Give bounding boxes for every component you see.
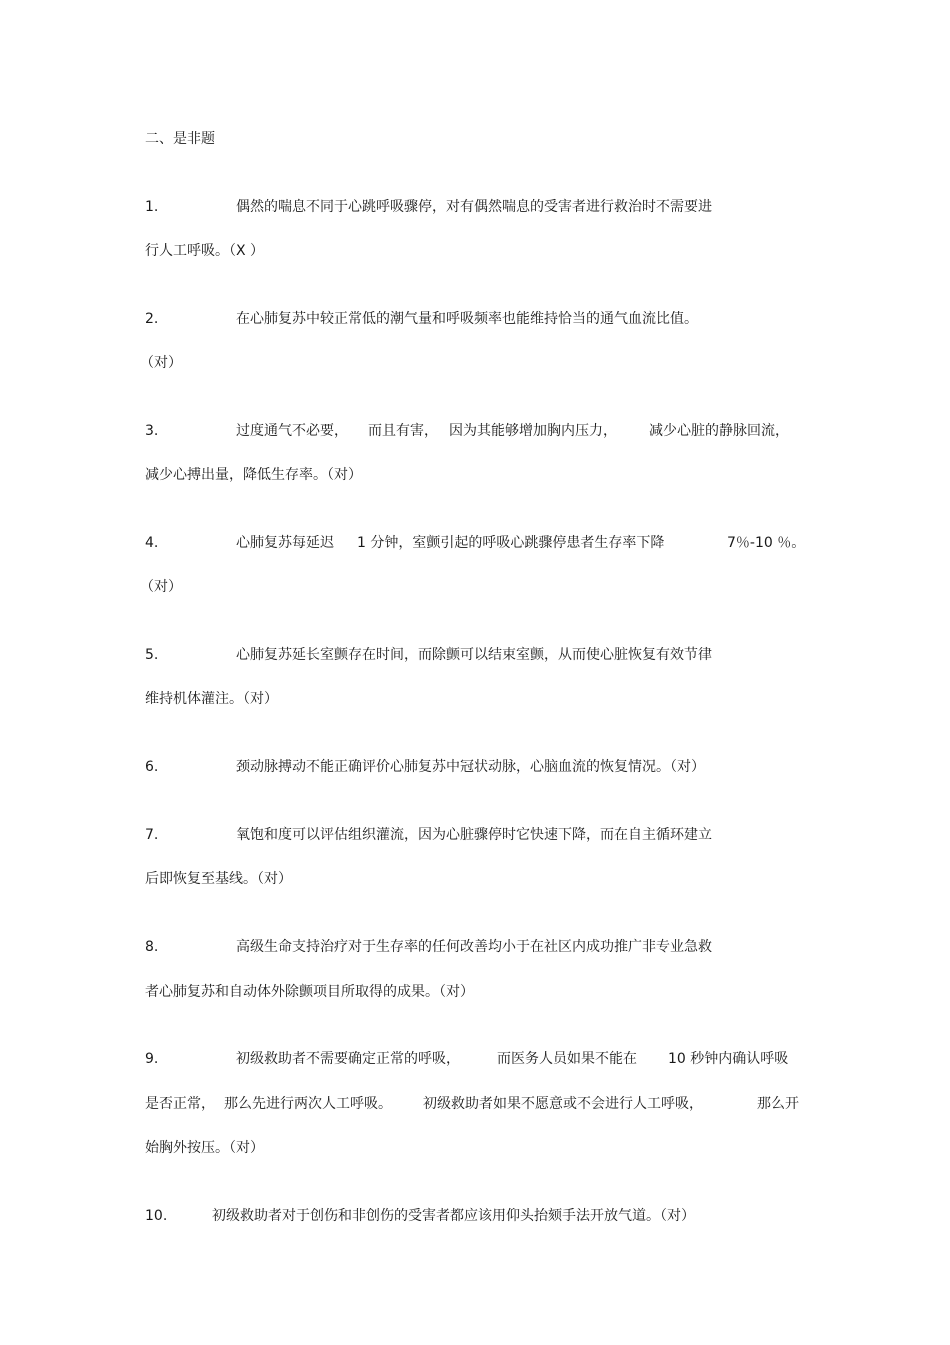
- q8-text-line2: 者心肺复苏和自动体外除颤项目所取得的成果。（对）: [145, 984, 474, 1000]
- q9-text-seg1: 初级救助者不需要确定正常的呼吸，: [236, 1051, 460, 1067]
- q2-text-line2: （对）: [140, 355, 182, 371]
- q9-text-l2a: 是否正常，: [145, 1096, 215, 1112]
- q10-number: 10.: [145, 1208, 168, 1224]
- q4-text-seg3: 7％-10 ％。: [727, 535, 806, 551]
- q8-text-line1: 高级生命支持治疗对于生存率的任何改善均小于在社区内成功推广非专业急救: [236, 939, 712, 955]
- q4-text-seg2: 1 分钟，室颤引起的呼吸心跳骤停患者生存率下降: [357, 535, 665, 551]
- q3-number: 3.: [145, 423, 159, 439]
- q5-text-line1: 心肺复苏延长室颤存在时间，而除颤可以结束室颤，从而使心脏恢复有效节律: [236, 647, 712, 663]
- q1-text-line2: 行人工呼吸。（X ）: [145, 243, 265, 259]
- q1-text-line1: 偶然的喘息不同于心跳呼吸骤停，对有偶然喘息的受害者进行救治时不需要进: [236, 199, 712, 215]
- q4-text-line2: （对）: [140, 579, 182, 595]
- q9-text-seg2: 而医务人员如果不能在: [497, 1051, 637, 1067]
- q3-text-seg1: 过度通气不必要，: [236, 423, 348, 439]
- q9-number: 9.: [145, 1051, 159, 1067]
- q9-text-l2c: 初级救助者如果不愿意或不会进行人工呼吸，: [423, 1096, 703, 1112]
- q6-number: 6.: [145, 759, 159, 775]
- q9-text-seg3: 10 秒钟内确认呼吸: [668, 1051, 789, 1067]
- q8-number: 8.: [145, 939, 159, 955]
- q10-text-line1: 初级救助者对于创伤和非创伤的受害者都应该用仰头抬颏手法开放气道。（对）: [212, 1208, 695, 1224]
- heading: 二、是非题: [145, 131, 215, 147]
- q3-text-seg3: 因为其能够增加胸内压力，: [449, 423, 617, 439]
- q9-text-l2d: 那么开: [757, 1096, 799, 1112]
- q2-text-line1: 在心肺复苏中较正常低的潮气量和呼吸频率也能维持恰当的通气血流比值。: [236, 311, 698, 327]
- q2-number: 2.: [145, 311, 159, 327]
- q3-text-line2: 减少心搏出量，降低生存率。（对）: [145, 467, 362, 483]
- q3-text-seg4: 减少心脏的静脉回流，: [649, 423, 789, 439]
- q4-number: 4.: [145, 535, 159, 551]
- q9-text-line3: 始胸外按压。（对）: [145, 1140, 264, 1156]
- q9-text-l2b: 那么先进行两次人工呼吸。: [224, 1096, 392, 1112]
- q3-text-seg2: 而且有害，: [368, 423, 438, 439]
- q7-text-line2: 后即恢复至基线。（对）: [145, 871, 292, 887]
- q6-text-line1: 颈动脉搏动不能正确评价心肺复苏中冠状动脉，心脑血流的恢复情况。（对）: [236, 759, 705, 775]
- q7-number: 7.: [145, 827, 159, 843]
- q7-text-line1: 氧饱和度可以评估组织灌流，因为心脏骤停时它快速下降，而在自主循环建立: [236, 827, 712, 843]
- q5-number: 5.: [145, 647, 159, 663]
- q5-text-line2: 维持机体灌注。（对）: [145, 691, 278, 707]
- q1-number: 1.: [145, 199, 159, 215]
- q4-text-seg1: 心肺复苏每延迟: [236, 535, 334, 551]
